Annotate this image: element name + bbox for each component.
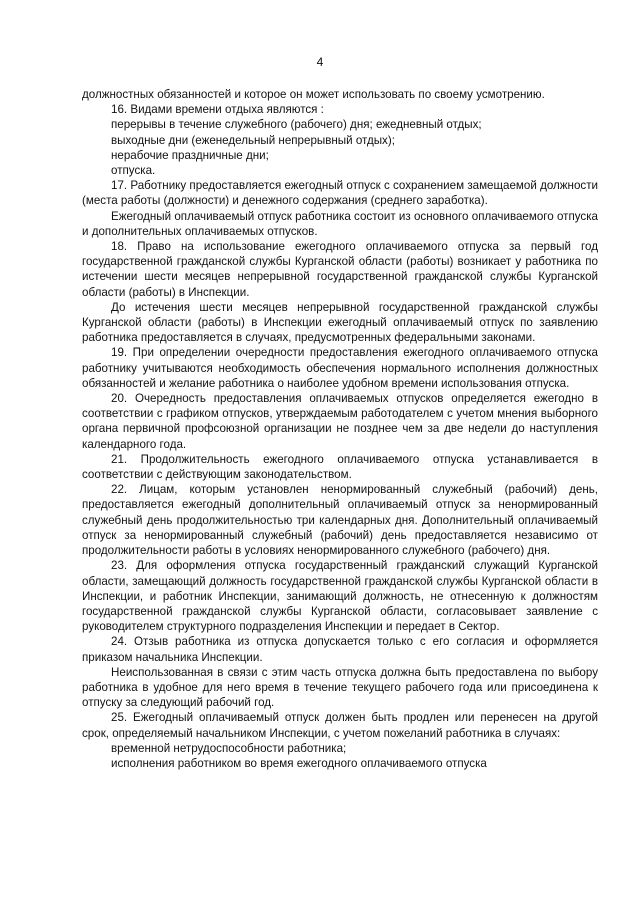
paragraph: перерывы в течение служебного (рабочего) дня; ежедневный отдых;	[111, 118, 482, 132]
paragraph: 21. Продолжительность ежегодного оплачиваемого отпуска устанавливается в соответствии с действующим законодательством.	[82, 452, 598, 482]
paragraph: 25. Ежегодный оплачиваемый отпуск должен быть продлен или перенесен на другой срок, определяемый начальником Инспекции, с учетом пожеланий работника в случаях:	[82, 711, 598, 740]
paragraph: 23. Для оформления отпуска государственный гражданский служащий Курганской области, замещающий должность государственной гражданской службы Курганской области в Инспекции, и работник Инспекции, занимающий должность, не отнесенную к должностям государственной гражданской службы Курганской области, согласовывает заявление с руководителем структурного подразделения Инспекции и передает в Сектор.	[82, 559, 598, 634]
paragraph: Неиспользованная в связи с этим часть отпуска должна быть предоставлена по выбору работника в удобное для него время в течение текущего рабочего года или присоединена к отпуску за следующий рабочий год.	[82, 665, 598, 710]
paragraph: 22. Лицам, которым установлен ненормированный служебный (рабочий) день, предоставляется ежегодный дополнительный оплачиваемый отпуск за ненормированный служебный день продолжительностью три календарных дня. Дополнительный оплачиваемый отпуск за ненормированный служебный (рабочий) день предоставляется независимо от продолжительности работы в условиях ненормированного служебного (рабочего) дня.	[82, 483, 598, 558]
paragraph: Ежегодный оплачиваемый отпуск работника состоит из основного оплачиваемого отпуска и дополнительных оплачиваемых отпусков.	[82, 209, 598, 238]
paragraph: 19. При определении очередности предоставления ежегодного оплачиваемого отпуска работнику учитываются необходимость обеспечения нормального исполнения должностных обязанностей и желание работника о наиболее удобном времени использования отпуска.	[82, 346, 598, 390]
paragraph: До истечения шести месяцев непрерывной государственной гражданской службы Курганской области (работы) в Инспекции ежегодный оплачиваемый отпуск по заявлению работника предоставляется в случаях, предусмотренных федеральными законами.	[82, 300, 598, 345]
page-number: 4	[316, 55, 324, 69]
paragraph: 20. Очередность предоставления оплачиваемых отпусков определяется ежегодно в соответствии с графиком отпусков, утверждаемым работодателем с учетом мнения выборного органа первичной профсоюзной организации не позднее чем за две недели до наступления календарного года.	[82, 392, 598, 451]
paragraph: временной нетрудоспособности работника;	[111, 741, 347, 755]
paragraph: нерабочие праздничные дни;	[111, 148, 269, 162]
paragraph: выходные дни (еженедельный непрерывный отдых);	[111, 133, 395, 147]
paragraph: 18. Право на использование ежегодного оплачиваемого отпуска за первый год государственной гражданской службы Курганской области (работы) возникает у работника по истечении шести месяцев непрерывной государственной гражданской службы Курганской области (работы) в Инспекции.	[82, 240, 598, 299]
paragraph: 24. Отзыв работника из отпуска допускается только с его согласия и оформляется приказом начальника Инспекции.	[82, 635, 598, 664]
paragraph: 16. Видами времени отдыха являются :	[111, 103, 324, 117]
document-body	[82, 87, 598, 771]
paragraph: отпуска.	[111, 164, 156, 178]
paragraph: 17. Работнику предоставляется ежегодный отпуск с сохранением замещаемой должности (места работы (должности) и денежного содержания (среднего заработка).	[82, 179, 598, 208]
paragraph: должностных обязанностей и которое он может использовать по своему усмотрению.	[82, 88, 545, 101]
paragraph: исполнения работником во время ежегодного оплачиваемого отпуска	[111, 756, 487, 770]
